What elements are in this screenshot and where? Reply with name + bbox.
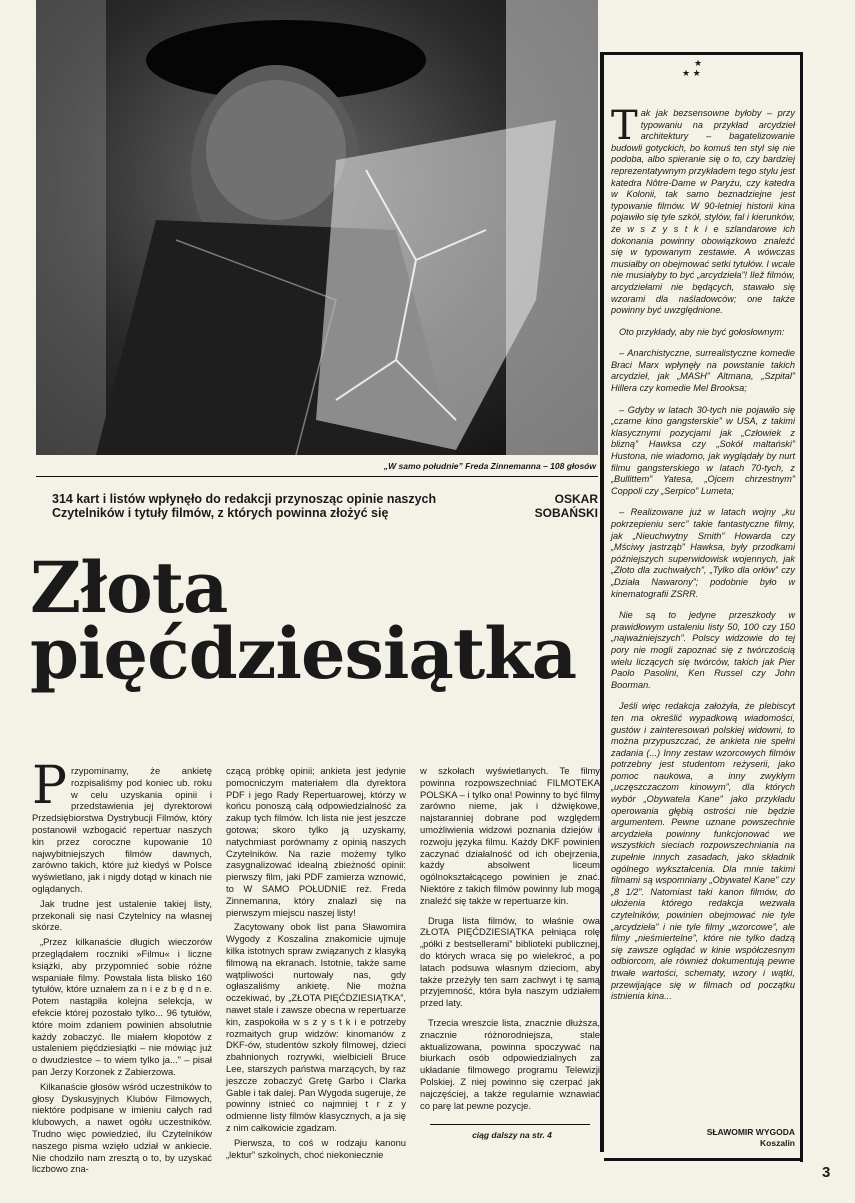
signature-name: SŁAWOMIR WYGODA: [706, 1127, 795, 1137]
sidebar-paragraph: Nie są to jedyne przeszkody w prawidłowym ustaleniu listy 50, 100 czy 150 „najważniejszych”. Polscy widzowie do tej pory nie mogli zapoznać się z twórczością wielu liczących się twórców, takich jak Pier Paolo Pasolini, Ken Russel czy John Boorman.: [611, 610, 795, 690]
body-paragraph: Przypominamy, że ankietę rozpisaliśmy pod koniec ub. roku w celu uzyskania opinii i przedstawienia jej dyrektorowi Przedsiębiorstwa Dystrybucji Filmów, który postanowił wzbogacić repertuar naszych kin przez coroczne kupowanie 10 najwybitniejszych filmów dawnych, zarówno takich, które już kiedyś w Polsce wyświetlano, jak i nigdy dotąd w kinach nie oglądanych.: [32, 756, 212, 894]
drop-cap: P: [32, 756, 67, 816]
article-lead: 314 kart i listów wpłynęło do redakcji przynosząc opinie naszych Czytelników i tytuły filmów, z których powinna złożyć się: [52, 492, 437, 520]
sidebar-paragraph: Tak jak bezsensowne byłoby – przy typowaniu na przykład arcydzieł architektury – bagatelizowanie budowli gotyckich, bo komuś ten styl się nie podoba, albo spieranie się o to, czy bardziej reprezentatywnym przykładem tego stylu jest katedra Nôtre-Dame w Paryżu, czy katedra w Kolonii, tak samo beznadziejne jest typowanie filmów. W 90-letniej historii kina pojawiło się tyle szkół, stylów, fal i kierunków, że w s z y s t k i e szlandarowe ich dokonania powinny obowiązkowo znaleźć się w typowanym zestawie. A wówczas musiałby on obejmować setki tytułów. I wcale nie musiałyby to być „arcydzieła”! Ilež filmów, arcydziełami nie będących, stawało się wzorami dla naśladowców; one także powinny być uwzględnione.: [611, 103, 795, 316]
frame-top-rule: [604, 52, 800, 55]
column-rule: [600, 52, 604, 1152]
film-still-photo: [36, 0, 598, 455]
section-stars: [682, 58, 702, 78]
body-paragraph: Druga lista filmów, to właśnie owa ZŁOTA PIĘĆDZIESIĄTKA pełniąca rolę „półki z bestsellerami” biblioteki publicznej, do których wraca się po wielekroć, a po latach podsuwa własnym dzieciom, aby także przeżyły ten sam zachwyt i tę samą przyjemność, która była naszym udziałem przed laty.: [420, 914, 600, 1009]
body-column-1: [32, 756, 212, 1178]
frame-bottom-rule: [604, 1158, 803, 1161]
sidebar-paragraph: – Realizowane już w latach wojny „ku pokrzepieniu serc” takie fantastyczne filmy, jak „Nieuchwytny Smith” Howarda czy „Mściwy jastrząb” Hawksa, były przodkami późniejszych superwidowisk wojennych, jak „Złoto dla zuchwałych”, „Tylko dla orłów” czy „Działa Nawarony”; podobnie było w kinematografii ZSRR.: [611, 507, 795, 599]
letter-signature: [611, 1127, 795, 1149]
photo-caption: „W samo południe” Freda Zinnemanna – 108 głosów: [383, 461, 596, 471]
body-paragraph: w szkołach wyświetlanych. Te filmy powinna rozpowszechniać FILMOTEKA POLSKA – i tylko ona! Powinny to być filmy zarówno nieme, jak i dźwiękowe, najstaranniej dobrane pod względem umożliwienia widzowi poznania dziejów i rozwoju języka filmu. Każdy DKF powinien zaczynać działalność od ich obejrzenia, każdy absolwent liceum ogólnokształcącego powinien je znać. Niektóre z takich filmów powinny lub mogą znaleźć się także w repertuarze kin.: [420, 765, 600, 906]
star-row: ★: [694, 58, 703, 68]
body-column-2: [226, 765, 406, 1163]
body-paragraph: Jak trudne jest ustalenie takiej listy, przekonali się nasi Czytelnicy na własnej skórze.: [32, 897, 212, 933]
title-line: pięćdziesiątka: [30, 612, 577, 695]
continued-note: ciąg dalszy na str. 4: [472, 1130, 552, 1140]
author-last-name: SOBAŃSKI: [534, 506, 598, 520]
body-paragraph: Zacytowany obok list pana Sławomira Wygody z Koszalina znakomicie ujmuje kilka istotnych spraw związanych z klasyką filmową na ekranach. Istotnie, także same wątpliwości nurtowały nas, gdy ogłaszaliśmy ankietę. Nie można oczekiwać, by „ZŁOTA PIĘĆDZIESIĄTKA”, nawet stale i zawsze obecna w repertuarze kin, zaspokoiła w s z y s t k i e potrzeby rozmaitych grup widzów: kinomanów z DKF-ów, studentów szkoły filmowej, dzieci zbahnionych rozrywki, wielbicieli Bruce Lee, starszych państwa marzących, by raz jeszcze zobaczyć Gretę Garbo i Clarka Gable i tak dalej. Pan Wygoda sugeruje, że powinny istnieć co najmniej t r z y odmienne listy filmów klasycznych, a ja się z nim całkowicie zgadzam.: [226, 921, 406, 1133]
drop-cap: T: [611, 103, 638, 149]
page-number: 3: [822, 1164, 831, 1181]
film-still-illustration: [36, 0, 598, 455]
body-paragraph: Pierwsza, to coś w rodzaju kanonu „lektur” szkolnych, choć niekoniecznie: [226, 1136, 406, 1160]
article-author: [500, 492, 598, 520]
caption-rule: [36, 476, 598, 477]
title-line: Złota: [30, 546, 228, 629]
body-column-3: [420, 765, 600, 1114]
sidebar-paragraph: – Anarchistyczne, surrealistyczne komedie Braci Marx wpłynęły na powstanie takich arcydzieł, jak „MASH” Altmana, „Szpital” Hillera czy komedie Mel Brooksa;: [611, 348, 795, 394]
sidebar-paragraph: – Gdyby w latach 30-tych nie pojawiło się „czarne kino gangsterskie” w USA, z takimi klasycznymi pozycjami jak „Człowiek z blizną” Hawksa czy „Sokół maltański” Hustona, nie wiadomo, jak wyglądały by nurt filmu gangsterskiego w latach 70-tych, z „Bullittem” Yatesa, „Ojcem chrzestnym” Coppoli czy „Serpico” Lumeta;: [611, 404, 795, 496]
star-row: ★ ★: [682, 68, 701, 78]
continued-rule: [430, 1124, 590, 1125]
author-first-name: OSKAR: [554, 492, 598, 506]
signature-city: Koszalin: [760, 1138, 795, 1148]
article-title: [30, 546, 590, 695]
reader-letter-sidebar: [611, 103, 795, 1013]
body-paragraph: Trzecia wreszcie lista, znacznie dłuższa, znacznie różnorodniejsza, stale aktualizowana, powinna spoczywać na biurkach osób odpowiedzialnych za układanie filmowego programu Telewizji Polskiej. Z niej powinno się czerpać jak najczęściej, a także regularnie wznawiać co parę lat pewne pozycje.: [420, 1016, 600, 1111]
body-paragraph: czącą próbkę opinii; ankieta jest jedynie pomocniczym materiałem dla dyrektora PDF i jego Rady Repertuarowej, którzy w końcu ponoszą całą odpowiedzialność za zakup tych filmów. Ich lista nie jest jeszcze gotowa; skoro tylko ją uzyskamy, natychmiast porównamy z opinią naszych Czytelników. Na razie możemy tylko zasygnalizować idealną zbieżność opinii: pierwszy film, jaki PDF zamierza wznowić, to W SAMO POŁUDNIE reż. Freda Zinnemanna, który znalazł się na pierwszym miejscu naszej listy!: [226, 765, 406, 918]
sidebar-paragraph: Oto przykłady, aby nie być gołosłownym:: [619, 326, 785, 337]
frame-right-rule: [800, 52, 803, 1162]
body-paragraph: Kilkanaście głosów wśród uczestników to głosy Dyskusyjnych Klubów Filmowych, niektóre podpisane w imieniu całych rad klubowych, a nawet ogółu uczestników. Trudno więc powiedzieć, ilu Czytelników naszego pisma wzięło udział w ankiecie. Nie chodziło nam zresztą o to, by uzyskać liczbowo zna-: [32, 1080, 212, 1175]
body-paragraph: „Przez kilkanaście długich wieczorów przeglądałem roczniki »Filmu« i liczne książki, aby przypomnieć sobie różne wspaniałe filmy. Powstała lista blisko 160 tytułów, które uznałem za n i e z b ę d n e. Potem nastąpiła kolejna selekcja, w efekcie której pozostało tylko... 96 tytułów, które moim zdaniem powinien absolutnie każdy zobaczyć. Ile miałem kłopotów z ustaleniem pięćdziesiątki – nie mówiąc już o dwudziestce – to wiem tylko ja...” – pisał pan Jerzy Korzonek z Zabierzowa.: [32, 936, 212, 1077]
sidebar-paragraph: Jeśli więc redakcja założyła, że plebiscyt ten ma określić wypadkową wiadomości, gustów i zainteresowań polskiej widowni, to można przypuszczać, że ankieta nie spełni zadania (...) Inny zestaw wzorcowych filmów potrzebny jest studentom reżyserii, jako pomoc naukowa, a inny zwykłym „uczęszczaczom kinowym”, dla których wybór „Obywatela Kane” jako przykładu operowania głębią ostrości nie będzie argumentem. Pewne uznane powszechnie arcydzieła powinny funkcjonować we wszystkich sieciach rozpowszechniania na zupełnie innych zasadach, jako składnik ogólnego wykształcenia. Dla mnie takimi filmami są wspomniany „Obywatel Kane” czy „8 1/2”. Natomiast taki kanon filmów, do ułożenia którego redakcja wezwała czytelników, powinien obejmować nie tyle „arcydzieła” i nie tyle filmy „wzorcowe”, ale filmy „nieśmiertelne”, które nie tylko dadzą się zawsze oglądać w kinie współczesnym odbiorcom, ale również dokumentują pewne trwałe wartości, schematy, wzory i wątki, przewijające się w filmach od początku istnienia kina...: [611, 701, 795, 1002]
